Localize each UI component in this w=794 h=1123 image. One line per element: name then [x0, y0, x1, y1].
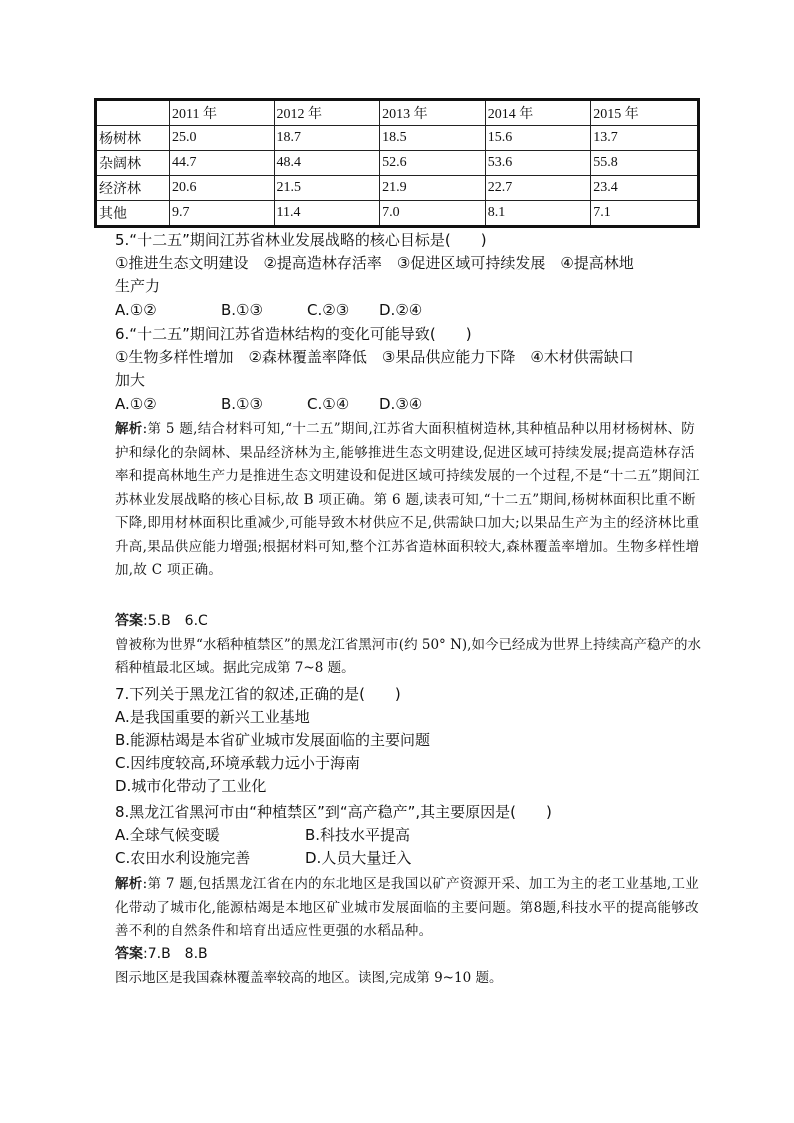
- question-6-options: [115, 392, 705, 416]
- table-cell: 22.7: [485, 176, 591, 201]
- option-b[interactable]: B.①③: [221, 301, 263, 319]
- table-cell: 13.7: [591, 126, 699, 151]
- option-d[interactable]: D.③④: [379, 395, 423, 413]
- table-header-cell: 2013 年: [380, 100, 486, 126]
- question-6: [115, 323, 705, 416]
- question-5-stem: 5.“十二五”期间江苏省林业发展战略的核心目标是( ): [115, 231, 487, 249]
- table-cell: 20.6: [170, 176, 275, 201]
- table-cell: 44.7: [170, 151, 275, 176]
- question-8-stem: 8.黑龙江省黑河市由“种植禁区”到“高产稳产”,其主要原因是( ): [115, 803, 552, 821]
- table-cell: 23.4: [591, 176, 699, 201]
- table-header-cell: 2012 年: [274, 100, 380, 126]
- question-5-items-line-2: 生产力: [115, 277, 161, 295]
- option-a[interactable]: A.是我国重要的新兴工业基地: [115, 708, 310, 726]
- question-7: [115, 683, 705, 798]
- option-b[interactable]: B.科技水平提高: [305, 826, 411, 844]
- table-row-label: 经济林: [96, 176, 170, 201]
- question-8: [115, 801, 705, 870]
- table-cell: 18.5: [380, 126, 486, 151]
- table-header-row: [96, 100, 699, 126]
- table-cell: 21.9: [380, 176, 486, 201]
- question-6-items-line-2: 加大: [115, 371, 146, 389]
- table-row: [96, 201, 699, 227]
- table-cell: 7.1: [591, 201, 699, 227]
- table-row-label: 杂阔林: [96, 151, 170, 176]
- table-cell: 52.6: [380, 151, 486, 176]
- option-b[interactable]: B.①③: [221, 395, 263, 413]
- table-cell: 7.0: [380, 201, 486, 227]
- table-cell: 18.7: [274, 126, 380, 151]
- table-cell: 15.6: [485, 126, 591, 151]
- option-d[interactable]: D.城市化带动了工业化: [115, 777, 267, 795]
- answer-text: :5.B 6.C: [143, 613, 208, 629]
- option-c[interactable]: C.②③: [307, 301, 350, 319]
- analysis-7-8: [115, 873, 705, 944]
- analysis-text: :第 7 题,包括黑龙江省在内的东北地区是我国以矿产资源开采、加工为主的老工业基地,工业化带动了城市化,能源枯竭是本地区矿业城市发展面临的主要问题。第8题,科技水平的提高能够改善不利的自然条件和培育出适应性更强的水稻品种。: [115, 876, 700, 939]
- table-cell: 21.5: [274, 176, 380, 201]
- question-7-stem: 7.下列关于黑龙江省的叙述,正确的是( ): [115, 685, 401, 703]
- question-5: [115, 229, 705, 322]
- option-b[interactable]: B.能源枯竭是本省矿业城市发展面临的主要问题: [115, 731, 431, 749]
- answer-label: 答案: [115, 946, 143, 962]
- passage-text: 曾被称为世界“水稻种植禁区”的黑龙江省黑河市(约 50° N),如今已经成为世界上持续高产稳产的水稻种植最北区域。据此完成第 7~8 题。: [115, 637, 701, 676]
- answer-text: :7.B 8.B: [143, 946, 208, 962]
- answer-label: 答案: [115, 613, 143, 629]
- table-row-label: 杨树林: [96, 126, 170, 151]
- option-c[interactable]: C.①④: [307, 395, 350, 413]
- question-8-options: [115, 824, 705, 870]
- answer-7-8: [115, 943, 705, 966]
- table-cell: 25.0: [170, 126, 275, 151]
- option-a[interactable]: A.①②: [115, 395, 157, 413]
- option-a[interactable]: A.全球气候变暖: [115, 826, 220, 844]
- option-a[interactable]: A.①②: [115, 301, 157, 319]
- passage-9-10: [115, 967, 705, 990]
- table-header-cell: 2015 年: [591, 100, 699, 126]
- table-header-cell: [96, 100, 170, 126]
- analysis-5-6: [115, 418, 705, 583]
- table-cell: 55.8: [591, 151, 699, 176]
- question-6-stem: 6.“十二五”期间江苏省造林结构的变化可能导致( ): [115, 325, 472, 343]
- table-row-label: 其他: [96, 201, 170, 227]
- table-row: [96, 151, 699, 176]
- question-5-items-line-1: ①推进生态文明建设 ②提高造林存活率 ③促进区域可持续发展 ④提高林地: [115, 254, 634, 272]
- question-5-options: [115, 298, 705, 322]
- passage-7-8: [115, 634, 705, 680]
- answer-5-6: [115, 610, 705, 633]
- passage-text: 图示地区是我国森林覆盖率较高的地区。读图,完成第 9~10 题。: [115, 970, 503, 986]
- forest-structure-table: [94, 98, 700, 228]
- option-d[interactable]: D.②④: [379, 301, 423, 319]
- analysis-label: 解析: [115, 876, 143, 892]
- option-d[interactable]: D.人员大量迁入: [305, 849, 412, 867]
- table-row: [96, 176, 699, 201]
- option-c[interactable]: C.农田水利设施完善: [115, 849, 251, 867]
- table-cell: 8.1: [485, 201, 591, 227]
- analysis-label: 解析: [115, 421, 143, 437]
- table-header-cell: 2011 年: [170, 100, 275, 126]
- table-cell: 9.7: [170, 201, 275, 227]
- option-c[interactable]: C.因纬度较高,环境承载力远小于海南: [115, 754, 361, 772]
- analysis-text: :第 5 题,结合材料可知,“十二五”期间,江苏省大面积植树造林,其种植品种以用材杨树林、防护和绿化的杂阔林、果品经济林为主,能够推进生态文明建设,促进区域可持续发展;提高造林存活率和提高林地生产力是推进生态文明建设和促进区域可持续发展的一个过程,不是“十二五”期间江苏林业发展战略的核心目标,故 B 项正确。第 6 题,读表可知,“十二五”期间,杨树林面积比重不断下降,即用材林面积比重减少,可能导致木材供应不足,供需缺口加大;以果品生产为主的经济林比重升高,果品供应能力增强;根据材料可知,整个江苏省造林面积较大,森林覆盖率增加。生物多样性增加,故 C 项正确。: [115, 421, 700, 578]
- table-header-cell: 2014 年: [485, 100, 591, 126]
- table-cell: 48.4: [274, 151, 380, 176]
- table-row: [96, 126, 699, 151]
- table-cell: 11.4: [274, 201, 380, 227]
- table-cell: 53.6: [485, 151, 591, 176]
- question-6-items-line-1: ①生物多样性增加 ②森林覆盖率降低 ③果品供应能力下降 ④木材供需缺口: [115, 348, 634, 366]
